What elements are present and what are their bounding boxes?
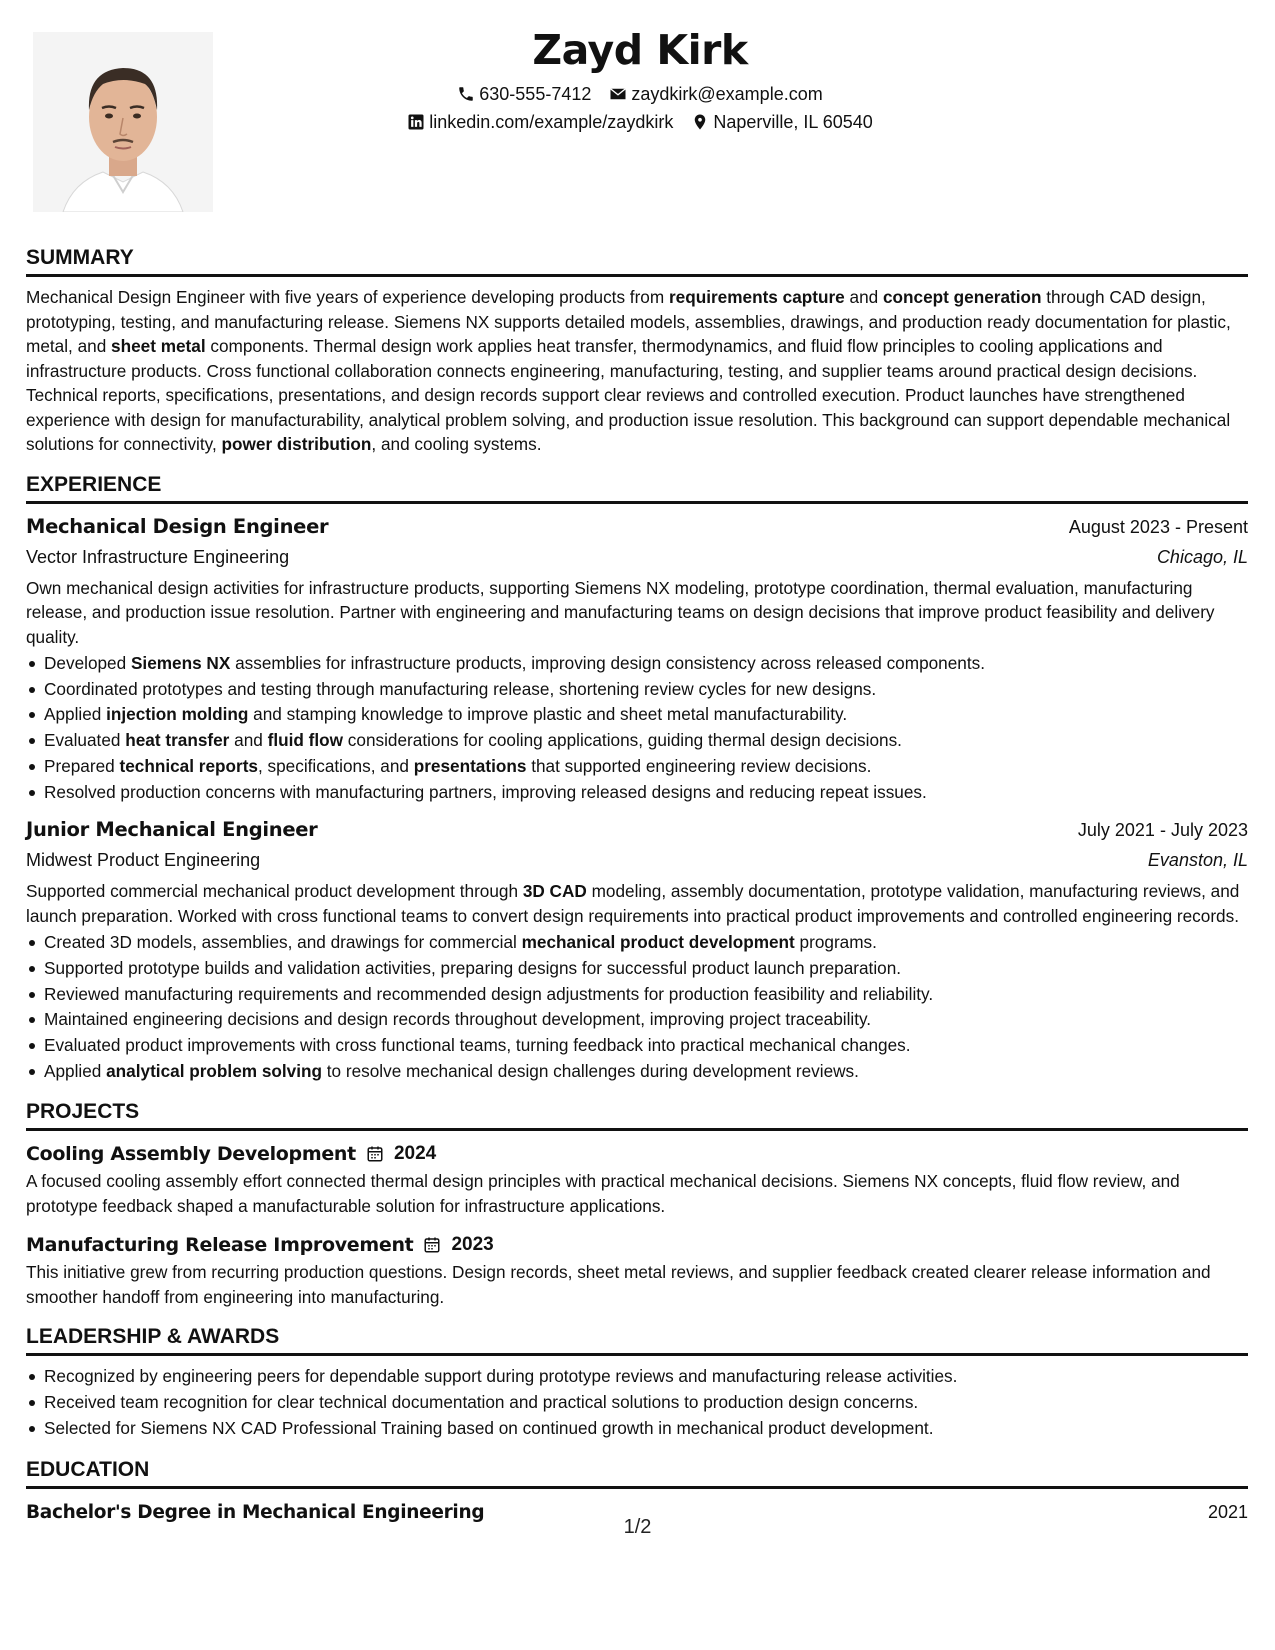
- section-divider: [26, 1486, 1248, 1489]
- list-item: Selected for Siemens NX CAD Professional Training based on continued growth in mechanical product development.: [26, 1416, 1248, 1442]
- list-item: [26, 956, 1248, 982]
- section-divider: [26, 1128, 1248, 1131]
- job-title: Junior Mechanical Engineer: [26, 818, 318, 842]
- emphasis-text: fluid flow: [267, 730, 344, 751]
- emphasis-text: presentations: [413, 755, 527, 776]
- linkedin-icon: [407, 113, 425, 131]
- list-item: [26, 930, 1248, 956]
- text-run: Developed: [44, 653, 131, 673]
- education-degree: Bachelor's Degree in Mechanical Engineering: [26, 1501, 485, 1523]
- section-title: LEADERSHIP & AWARDS: [26, 1325, 280, 1349]
- project-entry: [26, 1230, 1248, 1309]
- header: [260, 22, 1020, 134]
- experience-section: [26, 471, 1248, 1085]
- job-dates: July 2021 - July 2023: [1077, 820, 1248, 841]
- page-number: 1/2: [623, 1516, 652, 1538]
- job-entry: [26, 815, 1248, 1084]
- leadership-section: [26, 1323, 1248, 1441]
- text-run: Own mechanical design activities for infrastructure products, supporting Siemens NX modeling, prototype coordination, thermal evaluation, manufacturing release, and production issue resolution. Partner with engineering and manufacturing teams on design decisions that improve product feasibility and delivery quality.: [26, 577, 1215, 647]
- project-name: Cooling Assembly Development: [26, 1143, 356, 1166]
- linkedin-contact[interactable]: [407, 110, 673, 134]
- text-run: Supported prototype builds and validation activities, preparing designs for successful product launch preparation.: [44, 957, 902, 978]
- text-run: Mechanical Design Engineer with five years of experience developing products from: [26, 287, 669, 307]
- section-title: SUMMARY: [26, 246, 134, 269]
- text-run: and: [844, 287, 883, 307]
- text-run: considerations for cooling applications, guiding thermal design decisions.: [343, 730, 902, 751]
- list-item: [26, 1059, 1248, 1085]
- emphasis-text: heat transfer: [125, 730, 230, 751]
- section-divider: [26, 274, 1248, 277]
- email-contact[interactable]: [609, 82, 822, 106]
- section-title: EXPERIENCE: [26, 472, 162, 496]
- resume-body: [26, 244, 1248, 1528]
- email-text[interactable]: zaydkirk@example.com: [631, 84, 823, 104]
- section-divider: [26, 501, 1248, 504]
- emphasis-text: injection molding: [106, 704, 249, 725]
- project-description: This initiative grew from recurring production questions. Design records, sheet metal reviews, and supplier feedback created clearer release information and smoother handoff from engineering into manufacturing.: [26, 1262, 1211, 1307]
- job-company: Midwest Product Engineering: [26, 850, 261, 871]
- section-divider: [26, 1353, 1248, 1356]
- emphasis-text: technical reports: [119, 755, 258, 776]
- list-item: Received team recognition for clear technical documentation and practical solutions to production design concerns.: [26, 1390, 1248, 1416]
- calendar-icon: [366, 1145, 384, 1163]
- text-run: and: [229, 730, 268, 751]
- text-run: programs.: [794, 932, 877, 953]
- candidate-name: Zayd Kirk: [532, 26, 748, 74]
- calendar-icon: [423, 1236, 441, 1254]
- job-bullets: [26, 651, 1248, 805]
- list-item: [26, 728, 1248, 754]
- section-title: EDUCATION: [26, 1457, 150, 1481]
- text-run: and stamping knowledge to improve plastic and sheet metal manufacturability.: [248, 704, 848, 725]
- linkedin-text[interactable]: linkedin.com/example/zaydkirk: [429, 112, 674, 132]
- emphasis-text: requirements capture: [668, 287, 845, 307]
- envelope-icon: [609, 85, 627, 103]
- text-run: Created 3D models, assemblies, and drawings for commercial: [44, 932, 522, 953]
- projects-section: [26, 1098, 1248, 1309]
- text-run: that supported engineering review decisions.: [526, 755, 872, 776]
- location-text: Naperville, IL 60540: [713, 112, 873, 132]
- emphasis-text: mechanical product development: [521, 932, 795, 953]
- text-run: assemblies for infrastructure products, improving design consistency across released components.: [230, 653, 986, 673]
- text-run: Reviewed manufacturing requirements and recommended design adjustments for production feasibility and reliability.: [44, 983, 934, 1004]
- project-description: A focused cooling assembly effort connected thermal design principles with practical mechanical decisions. Siemens NX concepts, fluid flow review, and prototype feedback shaped a manufacturable solution for infrastructure applications.: [26, 1171, 1180, 1216]
- profile-photo: [33, 32, 213, 212]
- text-run: to resolve mechanical design challenges during development reviews.: [321, 1060, 859, 1081]
- map-pin-icon: [691, 113, 709, 131]
- project-name: Manufacturing Release Improvement: [26, 1234, 414, 1257]
- contact-line-2: [260, 110, 1020, 134]
- list-item: [26, 702, 1248, 728]
- project-year: 2023: [451, 1234, 494, 1256]
- list-item: [26, 677, 1248, 703]
- location-contact: [691, 110, 872, 134]
- job-description: [26, 879, 1248, 928]
- summary-text: [26, 285, 1248, 457]
- text-run: components. Thermal design work applies heat transfer, thermodynamics, and fluid flow principles to cooling applications and infrastructure products. Cross functional collaboration connects engineering, manufacturing, testing, and supplier teams around practical design decisions. Technical reports, specifications, presentations, and design records support clear reviews and controlled execution. Product launches have strengthened experience with design for manufacturability, analytical problem solving, and production issue resolution. This background can support dependable mechanical solutions for connectivity,: [26, 336, 1231, 454]
- list-item: [26, 1007, 1248, 1033]
- text-run: Prepared: [44, 755, 120, 776]
- job-location: Chicago, IL: [1156, 546, 1248, 567]
- phone-icon: [457, 85, 475, 103]
- text-run: , and cooling systems.: [371, 434, 542, 454]
- job-description: [26, 576, 1248, 650]
- summary-section: [26, 244, 1248, 457]
- leadership-bullets: [26, 1364, 1248, 1441]
- list-item: [26, 982, 1248, 1008]
- text-run: Resolved production concerns with manufacturing partners, improving released designs and reducing repeat issues.: [44, 781, 927, 802]
- job-title: Mechanical Design Engineer: [26, 514, 329, 538]
- job-location: Evanston, IL: [1147, 850, 1248, 871]
- text-run: , specifications, and: [257, 755, 414, 776]
- list-item: Recognized by engineering peers for dependable support during prototype reviews and manufacturing release activities.: [26, 1364, 1248, 1390]
- emphasis-text: analytical problem solving: [106, 1060, 322, 1081]
- list-item: [26, 780, 1248, 806]
- emphasis-text: Siemens NX: [130, 653, 231, 673]
- project-entry: [26, 1139, 1248, 1218]
- text-run: Evaluated: [44, 730, 126, 751]
- phone-contact: [457, 82, 591, 106]
- emphasis-text: concept generation: [882, 287, 1042, 307]
- section-title: PROJECTS: [26, 1100, 140, 1124]
- job-bullets: [26, 930, 1248, 1084]
- text-run: Evaluated product improvements with cross functional teams, turning feedback into practical mechanical changes.: [44, 1035, 911, 1056]
- emphasis-text: power distribution: [221, 434, 372, 454]
- text-run: through CAD design, prototyping, testing, and manufacturing release. Siemens NX supports detailed models, assemblies, drawings, and production ready documentation for plastic, metal, and: [26, 287, 1231, 356]
- text-run: Applied: [44, 1060, 107, 1081]
- job-entry: [26, 512, 1248, 806]
- contact-line-1: [260, 82, 1020, 106]
- text-run: modeling, assembly documentation, prototype validation, manufacturing reviews, and launch preparation. Worked with cross functional teams to convert design requirements into practical product improvements and controlled engineering records.: [26, 881, 1240, 926]
- project-year: 2024: [393, 1143, 437, 1165]
- job-company: Vector Infrastructure Engineering: [26, 546, 290, 567]
- phone-text: 630-555-7412: [479, 84, 592, 104]
- text-run: Coordinated prototypes and testing through manufacturing release, shortening review cycles for new designs.: [44, 678, 877, 699]
- list-item: [26, 1033, 1248, 1059]
- text-run: Supported commercial mechanical product development through: [26, 881, 523, 902]
- list-item: [26, 651, 1248, 677]
- list-item: [26, 754, 1248, 780]
- text-run: Applied: [44, 704, 107, 725]
- education-year: 2021: [1207, 1501, 1248, 1522]
- text-run: Maintained engineering decisions and design records throughout development, improving project traceability.: [44, 1009, 872, 1030]
- job-dates: August 2023 - Present: [1068, 516, 1248, 537]
- emphasis-text: sheet metal: [111, 336, 206, 356]
- emphasis-text: 3D CAD: [522, 881, 587, 902]
